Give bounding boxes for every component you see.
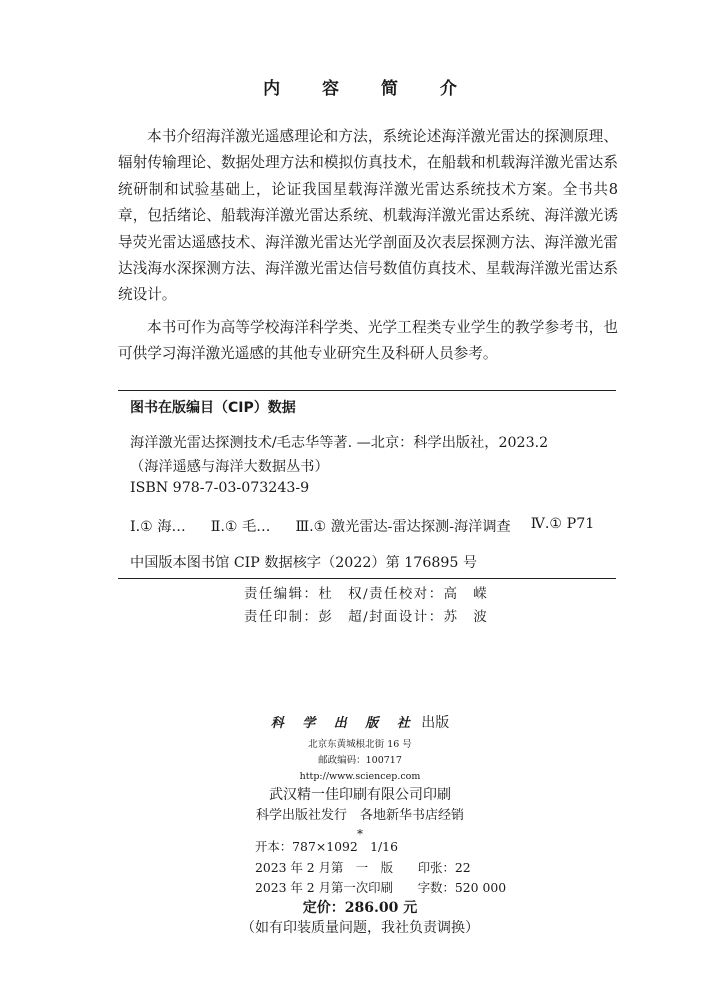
spec-format: 开本：787×1092 1/16 <box>255 839 398 854</box>
quality-notice: （如有印装质量问题，我社负责调换） <box>241 920 479 936</box>
printer-name: 武汉精一佳印刷有限公司印刷 <box>269 787 451 803</box>
class-item-3: Ⅲ.① 激光雷达-雷达探测-海洋调查 <box>295 519 511 535</box>
cip-classification <box>130 516 594 536</box>
publisher-suffix: 出版 <box>421 715 450 731</box>
cip-heading: 图书在版编目（CIP）数据 <box>130 400 296 416</box>
class-item-1: Ⅰ.① 海… <box>130 519 186 535</box>
class-item-4: Ⅳ.① P71 <box>530 516 595 532</box>
publisher-address: 北京东黄城根北街 16 号 <box>308 739 412 750</box>
price: 定价：286.00 元 <box>302 900 418 916</box>
intro-section <box>118 124 618 374</box>
publisher-postcode: 邮政编码：100717 <box>318 755 402 766</box>
intro-paragraph-1: 本书介绍海洋激光遥感理论和方法，系统论述海洋激光雷达的探测原理、辐射传输理论、数据处理方法和模拟仿真技术，在船载和机载海洋激光雷达系统研制和试验基础上，论证我国星载海洋激光雷达系统技术方案。全书共8章，包括绪论、船载海洋激光雷达系统、机载海洋激光雷达系统、海洋激光诱导荧光雷达遥感技术、海洋激光雷达光学剖面及次表层探测方法、海洋激光雷达浅海水深探测方法、海洋激光雷达信号数值仿真技术、星载海洋激光雷达系统设计。 <box>118 128 618 304</box>
publisher-logo: 科 学 出 版 社 <box>270 716 417 731</box>
cip-record-line: 海洋激光雷达探测技术/毛志华等著. —北京：科学出版社，2023.2 <box>130 435 549 451</box>
spec-printing: 2023 年 2 月第一次印刷 字数：520 000 <box>255 880 507 895</box>
cip-top-rule <box>118 390 616 391</box>
credits-line-2: 责任印制：彭 超/封面设计：苏 波 <box>244 610 489 625</box>
cip-number: 中国版本图书馆 CIP 数据核字（2022）第 176895 号 <box>130 555 478 571</box>
publisher-block <box>0 712 720 842</box>
distribution-line: 科学出版社发行 各地新华书店经销 <box>255 808 464 823</box>
credits-line-1: 责任编辑：杜 权/责任校对：高 嵘 <box>244 587 489 602</box>
publisher-url: http://www.sciencep.com <box>299 771 421 782</box>
cip-bottom-rule <box>118 578 616 579</box>
separator-star: * <box>357 827 363 841</box>
publisher-name <box>0 712 720 732</box>
cip-series-line: （海洋遥感与海洋大数据丛书） <box>130 459 329 475</box>
spec-edition: 2023 年 2 月第 一 版 印张：22 <box>255 860 471 875</box>
intro-paragraph-2: 本书可作为高等学校海洋科学类、光学工程类专业学生的教学参考书，也可供学习海洋激光遥感的其他专业研究生及科研人员参考。 <box>118 318 618 363</box>
cip-isbn: ISBN 978-7-03-073243-9 <box>130 480 310 496</box>
page-title: 内 容 简 介 <box>263 79 475 99</box>
class-item-2: Ⅱ.① 毛… <box>210 519 271 535</box>
